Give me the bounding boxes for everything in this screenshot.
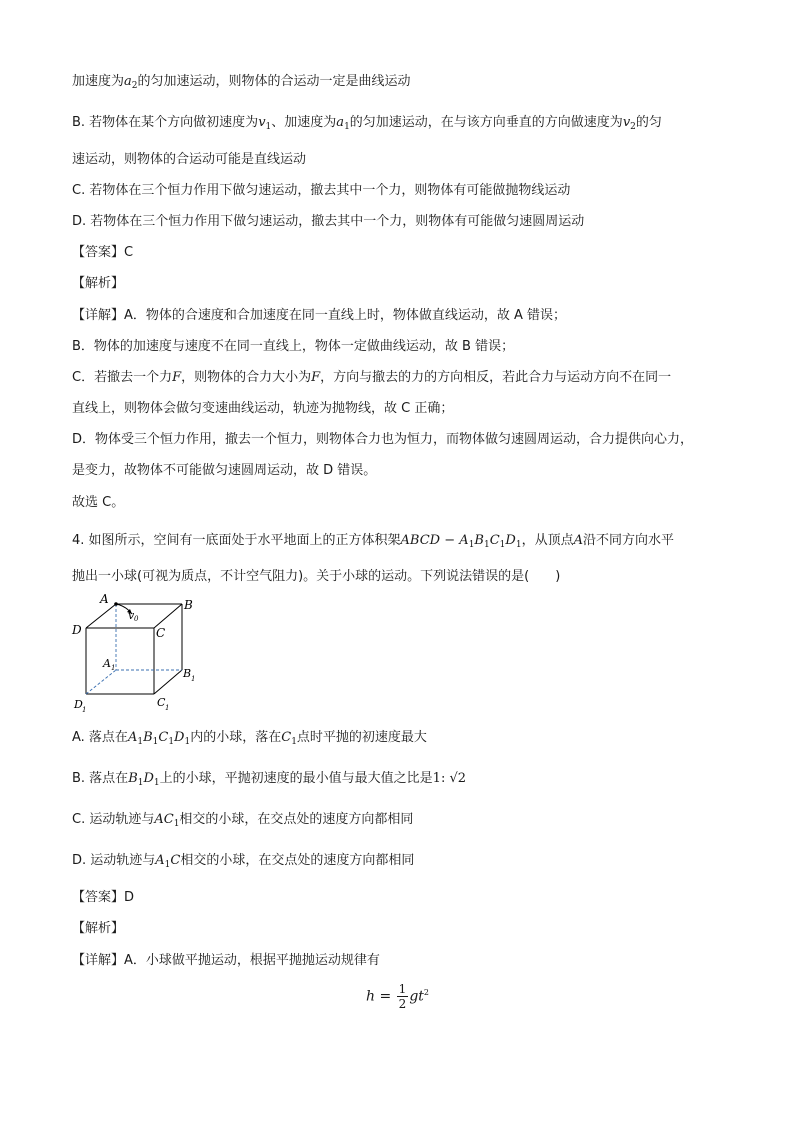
- label-v-sub: 0: [134, 615, 139, 623]
- symbol-A: A: [573, 533, 583, 548]
- label-D1-sub: 1: [82, 706, 87, 714]
- cube-figure: [70, 594, 200, 716]
- symbol-F: F: [311, 370, 321, 385]
- q4-option-a: A. 落点在$A_1B_1C_1D_1$内的小球，落在$C_1$点时平抛的初速度最大: [72, 730, 427, 747]
- analysis-label: 【解析】: [72, 276, 125, 291]
- symbol-F: F: [172, 370, 182, 385]
- detail-2-a: 【详解】A．小球做平抛运动，根据平抛抛运动规律有: [72, 953, 380, 968]
- analysis-label-2: 【解析】: [72, 921, 125, 936]
- line-1: 加速度为$a_2$的匀加速运动，则物体的合运动一定是曲线运动: [72, 74, 411, 91]
- symbol-v1: $v_1$: [258, 115, 272, 132]
- label-A: A: [100, 594, 109, 606]
- symbol-v2: $v_2$: [622, 115, 636, 132]
- detail-c-line2: 直线上，则物体会做匀变速曲线运动，轨迹为抛物线，故 C 正确；: [72, 401, 454, 416]
- symbol-a1: $a_1$: [336, 115, 350, 132]
- detail-b: B．物体的加速度与速度不在同一直线上，物体一定做曲线运动，故 B 错误；: [72, 339, 515, 354]
- answer-label: 【答案】C: [72, 245, 134, 260]
- label-C: C: [156, 626, 166, 640]
- label-B1: B: [183, 667, 192, 680]
- answer-label-2: 【答案】D: [72, 890, 135, 905]
- option-b-line1: B. 若物体在某个方向做初速度为$v_1$、加速度为$a_1$的匀加速运动，在与该方向垂直的方向做速度为$v_2$的匀: [72, 115, 662, 132]
- label-A1-sub: 1: [111, 664, 116, 672]
- detail-d-line1: D．物体受三个恒力作用，撤去一个恒力，则物体合力也为恒力，而物体做匀速圆周运动，合力提供向心力，: [72, 432, 694, 447]
- label-B1-sub: 1: [191, 675, 196, 683]
- q4-option-b: B. 落点在$B_1D_1$上的小球，平抛初速度的最小值与最大值之比是1: √2: [72, 771, 467, 788]
- detail-a: 【详解】A．物体的合速度和合加速度在同一直线上时，物体做直线运动，故 A 错误；: [72, 308, 567, 323]
- label-v: v: [128, 609, 135, 622]
- question-4-line1: 4. 如图所示，空间有一底面处于水平地面上的正方体积架ABCD − $A_1B_1C_1D_1$，从顶点A沿不同方向水平: [72, 533, 674, 550]
- q4-option-c: C. 运动轨迹与$AC_1$相交的小球，在交点处的速度方向都相同: [72, 812, 414, 829]
- conclusion: 故选 C。: [72, 495, 125, 510]
- q4-option-d: D. 运动轨迹与$A_1C$相交的小球，在交点处的速度方向都相同: [72, 853, 415, 870]
- question-4-line2: 抛出一小球(可视为质点，不计空气阻力)。关于小球的运动。下列说法错误的是( ): [72, 569, 561, 584]
- label-C1-sub: 1: [165, 704, 170, 712]
- option-b-line2: 速运动，则物体的合运动可能是直线运动: [72, 152, 307, 167]
- detail-d-line2: 是变力，故物体不可能做匀速圆周运动，故 D 错误。: [72, 463, 377, 478]
- label-D1: D: [74, 698, 83, 711]
- label-B: B: [184, 598, 193, 612]
- label-A1: A: [103, 657, 111, 670]
- cube-name: ABCD − $A_1B_1C_1D_1$: [400, 533, 522, 550]
- symbol-a2: $a_2$: [124, 74, 138, 91]
- detail-c-line1: C．若撤去一个力F，则物体的合力大小为F，方向与撤去的力的方向相反，若此合力与运动方向不在同一: [72, 370, 672, 385]
- formula-h: h = $\frac{1}{2}$ $gt^2$: [366, 982, 429, 1011]
- option-c: C. 若物体在三个恒力作用下做匀速运动，撤去其中一个力，则物体有可能做抛物线运动: [72, 183, 571, 198]
- label-D: D: [72, 623, 82, 637]
- label-C1: C: [157, 696, 166, 709]
- option-d: D. 若物体在三个恒力作用下做匀速运动，撤去其中一个力，则物体有可能做匀速圆周运动: [72, 214, 585, 229]
